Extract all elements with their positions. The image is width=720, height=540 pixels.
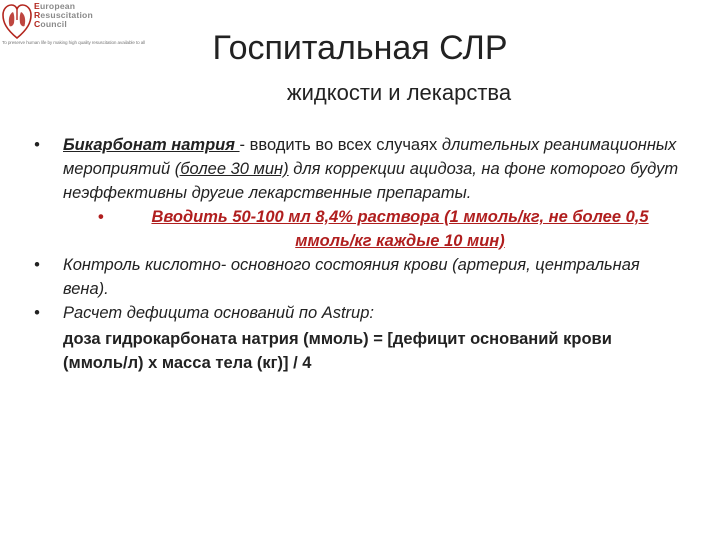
bullet-text-2: длительных реанимационных мероприятий [63,136,677,178]
erc-logo-words [34,2,124,29]
sub-bullet-dosage [98,205,680,253]
bullet-mark: • [34,304,40,322]
bullet-text-1: - вводить во всех случаях [239,136,442,154]
bullet-text-3: для коррекции ацидоза, на фоне которого будут неэффективны другие лекарственные препараты. [63,160,679,202]
slide-subtitle: жидкости и лекарства [286,80,512,105]
bullet-mark: • [34,136,40,154]
bullet-paren: (более 30 мин) [174,160,289,178]
bullet-text: Контроль кислотно- основного состояния крови (артерия, центральная вена). [63,256,640,298]
bullet-text: Расчет дефицита оснований по Astrup: [63,304,374,322]
logo-line-3: Council [34,19,67,29]
logo-line-2: Resuscitation [34,10,93,20]
bullet-astrup [30,301,680,325]
bullet-sodium-bicarbonate [30,133,680,205]
bullet-mark: • [98,208,104,226]
bullet-acid-base [30,253,680,301]
sub-bullet-text: Вводить 50-100 мл 8,4% раствора (1 ммоль/кг, не более 0,5 ммоль/кг каждые 10 мин) [151,208,649,250]
logo-line-1: European [34,1,76,11]
slide-content [30,133,680,375]
dose-formula: доза гидрокарбоната натрия (ммоль) = [дефицит оснований крови (ммоль/л) х масса тела (кг)] / 4 [63,330,612,372]
bullet-lead: Бикарбонат натрия [63,136,240,154]
bullet-mark: • [34,256,40,274]
logo-tagline: To preserve human life by making high quality resuscitation available to all [2,40,146,45]
slide-title: Госпитальная СЛР [212,29,508,67]
